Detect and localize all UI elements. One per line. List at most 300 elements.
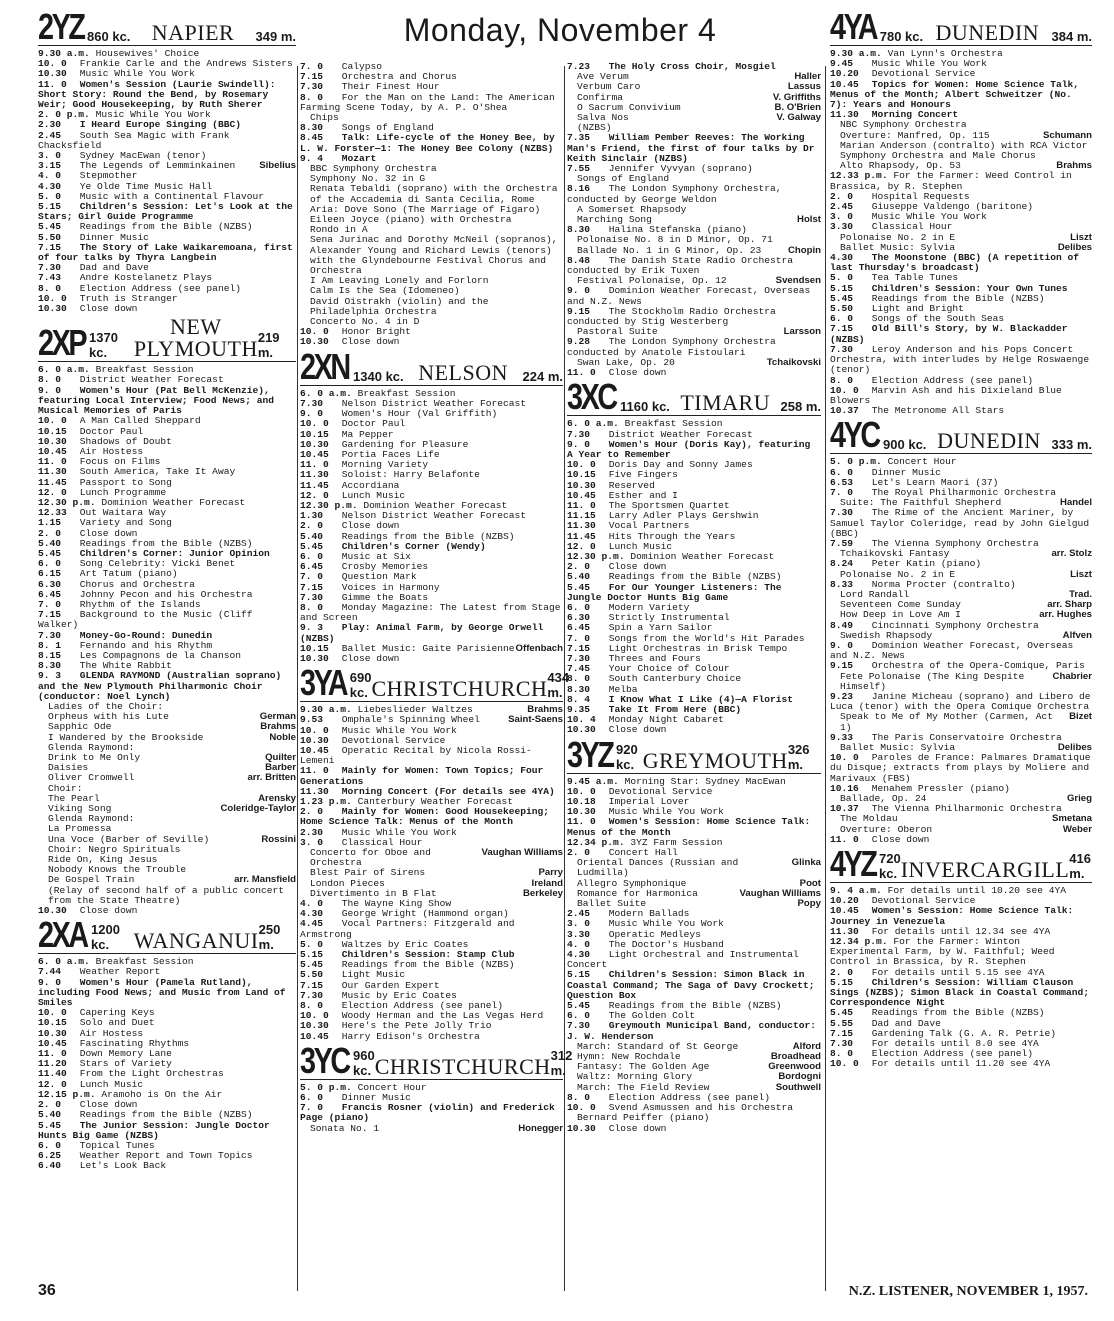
programme-title: For details until 12.34 see 4YA	[871, 925, 1051, 937]
station-section	[38, 6, 296, 315]
programme-title: Mozart	[341, 152, 377, 164]
programme-title: Svend Asmussen and his Orchestra	[608, 1102, 793, 1114]
programme-time: 10.30	[300, 438, 329, 450]
programme-title: Operatic Recital by Nicola Rossi-Lemeni	[300, 744, 532, 767]
programme-title: Morning Variety	[341, 459, 429, 471]
programme-time: 11.30	[567, 520, 596, 532]
programme-title: Halina Stefanska (piano)	[608, 224, 747, 236]
programme-time: 12.33	[38, 507, 67, 519]
station-city: CHRISTCHURCH	[371, 676, 548, 702]
programme-time: 12.15 p.m.	[38, 1088, 96, 1100]
station-id	[830, 414, 927, 456]
listings-column-4	[830, 8, 1092, 1072]
programme-time: 10.30	[567, 806, 596, 818]
programme-title: Daisies	[48, 762, 89, 774]
programme-item	[300, 807, 563, 827]
programme-time: 6. 0 a.m.	[38, 956, 90, 968]
programme-title: Women's Session: Home Science Talk: Menus of the Month	[567, 816, 811, 838]
programme-title: For the Farmer: Winton Experimental Farm, by W. Faithful; Weed Control in Brassica, by R. Stephen	[830, 936, 1055, 968]
programme-title: Waltz: Morning Glory	[577, 1071, 693, 1083]
programme-time: 8.24	[830, 558, 854, 570]
programme-time: 9.53	[300, 714, 324, 726]
programme-title: Van Lynn's Orchestra	[887, 48, 1003, 59]
programme-time: 12. 0	[567, 540, 596, 552]
programme-item	[38, 978, 296, 1009]
programme-time: 10.30	[300, 734, 329, 746]
station-section	[830, 414, 1092, 845]
programme-title: Question Mark	[341, 571, 417, 583]
composer-credit: Vaughan Williams	[739, 887, 821, 899]
listings-column-2	[300, 61, 573, 1136]
composer-credit: Berkeley	[522, 887, 563, 899]
station-wavelength: 312 m.	[550, 1047, 573, 1078]
programme-time: 2. 0	[38, 527, 62, 539]
programme-title: Strictly Instrumental	[608, 612, 730, 624]
programme-title: Mainly for Women: Good Housekeeping; Home Science Talk: Menus of the Month	[300, 806, 550, 828]
programme-time: 7.43	[38, 272, 62, 284]
programme-time: 9. 4	[300, 152, 324, 164]
programme-title: Marian Anderson (contralto) with RCA Victor Symphony Orchestra and Male Chorus	[840, 139, 1088, 162]
programme-title: Ave Verum	[577, 71, 629, 83]
programme-time: 12.30 p.m.	[38, 496, 96, 508]
programme-time: 4. 0	[567, 938, 591, 950]
programme-item	[567, 307, 821, 327]
programme-time: 10.45	[830, 905, 859, 917]
programme-time: 2. 0	[300, 806, 324, 818]
programme-title: Monday Night Cabaret	[608, 714, 724, 726]
programme-title: Morning Star: Sydney MacEwan	[624, 775, 786, 787]
programme-time: 2. 0	[567, 561, 591, 573]
programme-time: 7.15	[300, 71, 324, 83]
station-header	[38, 6, 296, 47]
station-section	[567, 62, 821, 378]
programme-title: Sydney MacEwan (tenor)	[79, 150, 207, 162]
programme-time: 10.16	[830, 782, 859, 794]
programme-time: 4.30	[830, 252, 854, 264]
programme-title: Greymouth Municipal Band, conductor: J. W. Henderson	[567, 1020, 817, 1042]
station-id	[38, 6, 131, 47]
programme-title: Take It From Here (BBC)	[608, 703, 742, 715]
programme-title: Accordiana	[341, 479, 400, 491]
station-callsign: 2YZ	[38, 6, 84, 47]
composer-credit: arr. Sharp	[1047, 599, 1092, 611]
programme-time: 7. 0	[567, 632, 591, 644]
station-city: DUNEDIN	[937, 428, 1041, 454]
programme-title: The Holy Cross Choir, Mosgiel	[608, 61, 776, 72]
programme-title: Talk: Life-cycle of the Honey Bee, by L. W. Forster—1: The Honey Bee Colony (NZBS)	[300, 132, 555, 154]
station-header	[300, 662, 570, 704]
programme-time: 10.30	[38, 303, 67, 315]
programme-title: Songs of England	[577, 173, 670, 185]
programme-time: 8. 0	[300, 1000, 324, 1012]
programme-title: Lunch Music	[341, 489, 406, 501]
programme-title: For details until 11.20 see 4YA	[871, 1058, 1051, 1070]
programme-title: Light Orchestras in Brisk Tempo	[608, 642, 788, 654]
programme-title: Seventeen Come Sunday	[840, 599, 961, 611]
programme-time: 2. 0	[830, 966, 854, 978]
programme-time: 7.15	[830, 323, 854, 335]
programme-title: David Oistrakh (violin) and the Philadelphia Orchestra	[310, 295, 489, 317]
programme-time: 5.50	[38, 231, 62, 243]
programme-time: 6. 0	[567, 1010, 591, 1022]
programme-time: 9.35	[567, 703, 591, 715]
programme-item	[830, 80, 1092, 111]
programme-time: 10. 0	[567, 785, 596, 797]
programme-title: Women's Session: Home Science Talk: Journey in Venezuela	[830, 905, 1074, 927]
programme-title: South Canterbury Choice	[608, 673, 742, 685]
station-section	[567, 376, 821, 736]
programme-time: 2.45	[567, 908, 591, 920]
programme-title: Rondo in A	[310, 224, 368, 236]
station-wavelength: 258 m.	[780, 399, 821, 415]
programme-title: Doctor Paul	[79, 425, 144, 437]
programme-item	[567, 1021, 821, 1041]
programme-title: Readings from the Bible (NZBS)	[79, 1109, 253, 1121]
programme-time: 11. 0	[830, 833, 859, 845]
programme-time: 5.45	[567, 1000, 591, 1012]
programme-time: 4.30	[300, 908, 324, 920]
programme-title: Choir:	[48, 782, 83, 794]
programme-title: Symphony No. 32 in G	[310, 173, 426, 185]
station-city: NELSON	[418, 359, 508, 385]
programme-time: 10.30	[38, 905, 67, 917]
programme-time: 5. 0	[300, 938, 324, 950]
programme-title: Fantasy: The Golden Age	[577, 1061, 710, 1073]
programme-title: Our Garden Expert	[341, 979, 440, 991]
programme-title: Dinner Music	[341, 1092, 411, 1104]
programme-title: Concert Hour	[357, 1081, 427, 1093]
programme-title: Doris Day and Sonny James	[608, 459, 753, 471]
station-header	[830, 6, 1092, 47]
programme-title: William Pember Reeves: The Working Man's Friend, the first of four talks by Dr Keith Sinclair (NZBS)	[567, 132, 815, 164]
programme-time: 11.45	[567, 530, 596, 542]
programme-title: Concerto No. 4 in D	[310, 316, 420, 328]
programme-title: Music at Six	[341, 550, 411, 562]
programme-time: 9. 0	[567, 438, 591, 450]
programme-time: 7.23	[567, 61, 591, 72]
composer-credit: arr. Britten	[247, 772, 296, 784]
programme-item	[567, 337, 821, 357]
programme-title: Dad and Dave	[79, 262, 149, 274]
programme-item	[567, 184, 821, 204]
composer-credit: Broadhead	[770, 1051, 821, 1063]
programme-time: 10. 0	[38, 58, 67, 70]
programme-time: 10. 0	[830, 752, 859, 764]
programme-item	[830, 171, 1092, 191]
programme-time: 7.15	[38, 609, 62, 621]
programme-time: 7.30	[300, 81, 324, 93]
programme-time: 5. 0 p.m.	[300, 1081, 352, 1093]
programme-time: 10.45	[567, 489, 596, 501]
programme-time: 7.30	[567, 652, 591, 664]
composer-credit: Liszt	[1070, 231, 1092, 243]
programme-time: 10.30	[567, 1122, 596, 1134]
programme-time: 7.15	[300, 979, 324, 991]
programme-title: Devotional Service	[871, 895, 976, 907]
programme-time: 7.30	[38, 262, 62, 274]
programme-time: 3.30	[830, 221, 854, 233]
programme-time: 5.45	[300, 540, 324, 552]
programme-title: Gardening Talk (G. A. R. Petrie)	[871, 1027, 1056, 1039]
programme-time: 7. 0	[300, 61, 324, 72]
programme-time: 10.15	[300, 428, 329, 440]
programme-time: 11.30	[38, 466, 67, 478]
programme-item	[567, 470, 821, 480]
station-callsign: 4YC	[830, 414, 879, 456]
station-header	[567, 733, 821, 775]
programme-time: 10. 0	[38, 1007, 67, 1019]
programme-title: George Wright (Hammond organ)	[341, 908, 509, 920]
programme-title: Lunch Programme	[79, 486, 167, 498]
programme-time: 9.30 a.m.	[300, 704, 352, 716]
programme-time: 9. 0	[38, 384, 62, 396]
programme-time: 11. 0	[567, 367, 596, 379]
composer-credit: German	[259, 711, 296, 723]
programme-time: 10.15	[567, 469, 596, 481]
programme-time: 5. 0	[830, 272, 854, 284]
programme-title: Songs from the World's Hit Parades	[608, 632, 805, 644]
programme-time: 11.30	[300, 469, 329, 481]
station-section	[38, 316, 296, 916]
programme-time: 7. 0	[300, 1102, 324, 1114]
programme-title: Air Hostess	[79, 445, 144, 457]
programme-title: Focus on Films	[79, 456, 161, 468]
programme-time: 8. 0	[300, 91, 324, 103]
programme-time: 7.15	[38, 241, 62, 253]
programme-time: 10. 0	[300, 1010, 329, 1022]
programme-title: Your Choice of Colour	[608, 663, 730, 675]
programme-time: 7.30	[300, 397, 324, 409]
programme-title: Doctor Paul	[341, 418, 406, 430]
station-city: TIMARU	[680, 390, 771, 416]
station-frequency: 1340 kc.	[353, 368, 404, 384]
station-callsign: 2XN	[300, 345, 349, 387]
programme-time: 7.15	[567, 642, 591, 654]
programme-time: 10.15	[38, 425, 67, 437]
programme-title: Festival Polonaise, Op. 12	[577, 275, 727, 287]
programme-time: 6.45	[300, 561, 324, 573]
programme-title: I Know What I Like (4)—A Florist	[608, 693, 793, 705]
programme-time: 10. 0	[300, 724, 329, 736]
programme-title: The Royal Philharmonic Orchestra	[871, 486, 1056, 498]
programme-title: The Sportsmen Quartet	[608, 499, 730, 511]
programme-time: 10.30	[38, 1027, 67, 1039]
programme-title: Women's Hour (Doris Kay), featuring A Year to Remember	[567, 438, 811, 460]
programme-time: 7.59	[830, 537, 854, 549]
programme-title: The Wayne King Show	[341, 898, 452, 910]
programme-title: Overture: Oberon	[840, 823, 933, 835]
programme-title: Suite: The Faithful Shepherd	[840, 497, 1002, 509]
programme-time: 7. 0	[300, 571, 324, 583]
programme-title: Ballet Suite	[577, 898, 647, 910]
station-header	[567, 376, 821, 418]
programme-time: 10.18	[567, 796, 596, 807]
composer-credit: Arensky	[258, 792, 296, 804]
station-header	[300, 345, 563, 387]
composer-credit: Southwell	[775, 1081, 821, 1093]
programme-title: The Stockholm Radio Orchestra conducted by Stig Westerberg	[567, 305, 776, 328]
programme-time: 6. 0	[830, 466, 854, 478]
programme-title: 3YZ Farm Session	[630, 836, 723, 848]
programme-title: Divertimento in B Flat	[310, 887, 437, 899]
programme-title: Lunch Music	[79, 1078, 144, 1090]
programme-title: Ma Pepper	[341, 428, 394, 440]
programme-time: 7.45	[567, 663, 591, 675]
programme-title: Frankie Carle and the Andrews Sisters	[79, 58, 293, 70]
programme-title: Renata Tebaldi (soprano) with the Orchestra of the Accademia di Santa Cecilia, Rome	[310, 183, 558, 205]
programme-item	[567, 286, 821, 306]
programme-title: Play: Animal Farm, by George Orwell (NZBS)	[300, 622, 544, 644]
programme-time: 11. 0	[300, 765, 329, 777]
programme-title: The Golden Colt	[608, 1010, 696, 1022]
programme-time: 7.15	[300, 581, 324, 593]
programme-time: 11. 0	[300, 459, 329, 471]
programme-title: Dominion Weather Forecast, Overseas and N.Z. News	[567, 285, 811, 307]
programme-title: Song Celebrity: Vicki Benet	[79, 558, 236, 570]
station-city: NEW PLYMOUTH	[133, 314, 258, 362]
composer-credit: V. Griffiths	[772, 91, 821, 103]
programme-title: Spin a Yarn Sailor	[608, 622, 713, 634]
programme-title: Rhythm of the Islands	[79, 598, 201, 610]
programme-item	[830, 141, 1092, 161]
programme-item	[830, 978, 1092, 1009]
programme-time: 8.30	[38, 660, 62, 672]
programme-title: For the Man on the Land: The American Farming Scene Today, by A. P. O'Shea	[300, 91, 555, 113]
programme-time: 6. 0	[38, 1139, 62, 1151]
programme-time: 6. 0	[567, 601, 591, 613]
composer-credit: arr. Stolz	[1051, 548, 1092, 560]
programme-time: 5.45	[830, 292, 854, 304]
programme-time: 2. 0	[830, 190, 854, 202]
programme-title: Shadows of Doubt	[79, 435, 172, 447]
programme-title: Aria: Dove Sono (The Marriage of Figaro)	[310, 203, 541, 215]
programme-title: Orchestra of the Opera-Comique, Paris	[871, 660, 1085, 672]
programme-time: 11. 0	[38, 78, 67, 90]
programme-title: Readings from the Bible (NZBS)	[79, 537, 253, 549]
programme-time: 9.33	[830, 731, 854, 743]
programme-time: 6. 0	[300, 1092, 324, 1104]
station-section	[300, 1039, 573, 1134]
programme-time: 9.45 a.m.	[567, 775, 619, 787]
programme-title: Light Orchestral and Instrumental Concert	[567, 949, 799, 971]
composer-credit: Handel	[1060, 497, 1092, 509]
station-wavelength: 384 m.	[1051, 29, 1092, 44]
programme-title: Soloist: Harry Belafonte	[341, 469, 480, 481]
programme-time: 11.20	[38, 1058, 67, 1070]
composer-credit: Chabrier	[1052, 670, 1092, 682]
composer-credit: Barber	[265, 762, 296, 774]
programme-title: Reserved	[608, 479, 655, 491]
programme-title: March: Standard of St George	[577, 1040, 739, 1052]
station-callsign: 3YZ	[567, 733, 613, 775]
programme-title: Norma Procter (contralto)	[871, 578, 1016, 590]
programme-item	[830, 937, 1092, 968]
composer-credit: Vaughan Williams	[481, 847, 563, 859]
programme-time: 11.30	[830, 109, 859, 121]
programme-title: Nelson District Weather Forecast	[341, 397, 526, 409]
programme-item	[300, 603, 563, 623]
programme-item	[38, 1161, 296, 1171]
programme-time: 1.30	[300, 510, 324, 522]
programme-time: 10.30	[38, 435, 67, 447]
programme-time: 8.16	[567, 183, 591, 195]
programme-title: Capering Keys	[79, 1007, 155, 1019]
programme-time: 12.34 p.m.	[567, 836, 625, 848]
programme-title: The Pearl	[48, 792, 100, 804]
programme-time: 12.30 p.m.	[567, 550, 625, 562]
programme-item	[830, 753, 1092, 784]
programme-title: Dominion Weather Forecast	[363, 499, 508, 511]
programme-title: (NZBS)	[577, 122, 612, 134]
programme-title: O Sacrum Convivium	[577, 101, 681, 113]
programme-title: Women's Hour (Pat Bell McKenzie), featuring Local Interview; Food News; and Musical Memories of Paris	[38, 384, 275, 417]
composer-credit: Sibelius	[259, 160, 296, 172]
programme-item	[567, 817, 821, 837]
composer-credit: Poot	[799, 877, 821, 889]
programme-title: Election Address (see panel)	[871, 1048, 1033, 1060]
programme-item	[830, 712, 1092, 732]
programme-title: Classical Hour	[341, 836, 423, 848]
station-frequency: 1160 kc.	[620, 399, 670, 415]
programme-title: Vocal Partners	[608, 520, 690, 532]
programme-title: Fascinating Rhythms	[79, 1037, 190, 1049]
programme-item	[300, 746, 563, 766]
station-callsign: 2XA	[38, 914, 87, 956]
programme-title: Women's Session (Laurie Swindell): Short Story: Round the Bend, by Rosemary Weir; Good Housekeeping, by Ruth Sherer	[38, 78, 276, 111]
programme-title: Eileen Joyce (piano) with Orchestra	[310, 214, 512, 226]
station-wavelength: 224 m.	[522, 368, 563, 384]
programme-item	[567, 256, 821, 276]
programme-item	[830, 508, 1092, 539]
programme-item	[38, 80, 296, 111]
programme-item	[300, 470, 563, 480]
programme-title: Women's Hour (Pamela Rutland), including Food News; and Music from Land of Smiles	[38, 976, 286, 1009]
programme-time: 3. 0	[830, 211, 854, 223]
programme-item	[830, 641, 1092, 661]
programme-time: 9.23	[830, 690, 854, 702]
programme-title: Polonaise No. 8 in D Minor, Op. 71	[577, 234, 773, 246]
programme-title: Ballet Music: Sylvia	[840, 241, 956, 253]
programme-title: I Wandered by the Brookside	[48, 731, 204, 743]
programme-title: Concert Hall	[608, 847, 678, 859]
programme-time: 11. 0	[38, 456, 67, 468]
programme-title: The White Rabbit	[79, 660, 172, 672]
programme-title: Sena Jurinac and Dorothy McNeil (sopranos), Alexander Young and Richard Lewis (tenors) with the Glyndebourne Festival Chorus and Orchestra	[310, 234, 558, 277]
programme-title: Tchaikovski Fantasy	[840, 548, 950, 560]
programme-time: 10. 0	[830, 384, 859, 396]
station-header	[38, 914, 296, 956]
programme-time: 10.45	[830, 78, 859, 90]
station-section	[830, 843, 1092, 1070]
programme-title: Topical Tunes	[79, 1139, 155, 1151]
programme-time: 10. 0	[300, 326, 329, 338]
station-id	[300, 1039, 375, 1081]
composer-credit: Glinka	[791, 857, 821, 869]
composer-credit: Alford	[792, 1040, 821, 1052]
programme-title: From the Light Orchestras	[79, 1068, 224, 1080]
programme-time: 8. 0	[38, 282, 62, 294]
station-id	[300, 662, 372, 704]
programme-title: Modern Variety	[608, 601, 690, 613]
programme-title: Hospital Requests	[871, 190, 970, 202]
station-callsign: 4YA	[830, 6, 877, 47]
programme-item	[300, 93, 563, 113]
programme-title: Ballade, Op. 24	[840, 793, 927, 805]
programme-title: Chips	[310, 112, 339, 124]
programme-item	[38, 416, 296, 426]
programme-title: Devotional Service	[341, 734, 446, 746]
programme-time: 9. 0	[38, 976, 62, 988]
